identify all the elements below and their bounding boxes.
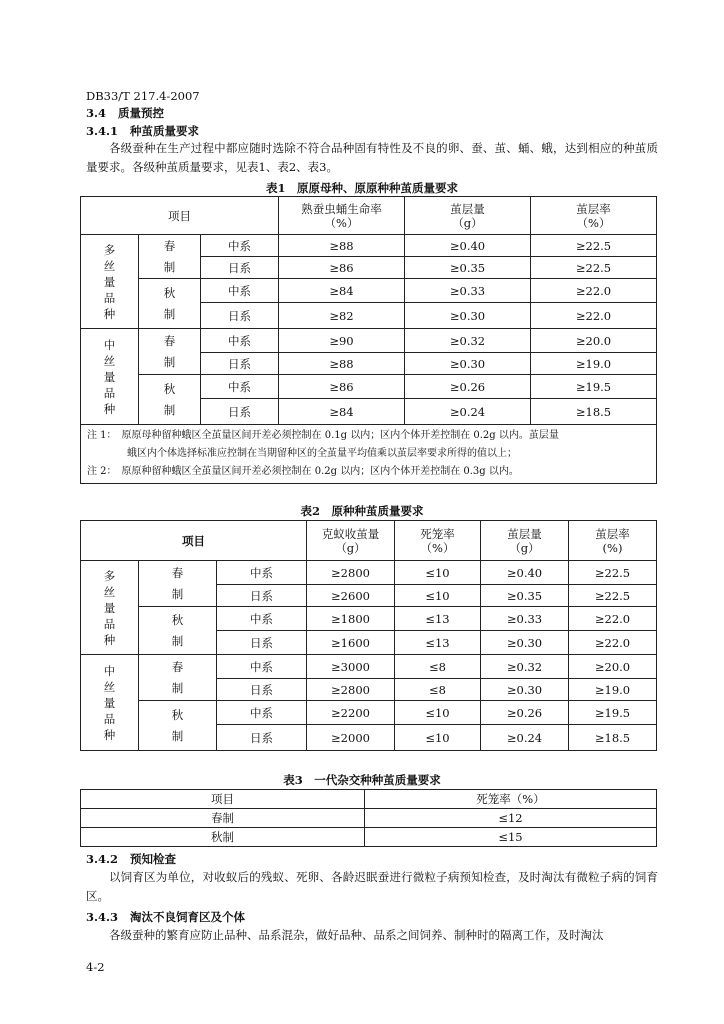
line-zh: 中系 [217,561,307,585]
group-multi-silk: 多 丝 量 品 种 [81,235,139,329]
line-ri: 日系 [217,631,307,655]
cell: ≥18.5 [531,399,657,425]
cell: ≥18.5 [569,725,657,751]
cell: ≥1800 [307,607,395,631]
heading-title: 预知检查 [130,852,177,866]
heading-title: 质量预控 [118,106,165,120]
heading-3-4-1 [86,123,199,139]
cell: ≥0.40 [405,235,531,257]
cell: ≥20.0 [531,329,657,353]
header-shell-weight: 茧层量 （g） [405,197,531,235]
cell: ≤12 [365,809,657,828]
cell: ≥22.5 [569,585,657,607]
cell: ≥2800 [307,679,395,701]
cell: ≥0.35 [405,257,531,279]
cell: ≥0.30 [481,631,569,655]
line-zh: 中系 [217,655,307,679]
cell: ≥0.30 [405,353,531,375]
table-row [81,607,657,631]
cell: ≥1600 [307,631,395,655]
line-zh: 中系 [217,701,307,725]
table-row [81,329,657,353]
table-row [81,809,657,828]
cell: ≤10 [395,585,481,607]
table2 [80,520,657,751]
page-number: 4-2 [86,960,105,974]
group-multi-silk: 多 丝 量 品 种 [81,561,139,655]
cell: ≥22.5 [531,257,657,279]
table-row [81,701,657,725]
cell: ≥0.33 [481,607,569,631]
cell: ≥0.32 [481,655,569,679]
table3 [80,789,657,847]
cell: ≥19.0 [569,679,657,701]
cell: ≥19.5 [531,375,657,399]
season-autumn: 秋 制 [139,279,201,329]
table1-caption: 表1 原原母种、原原种种茧质量要求 [266,181,458,195]
heading-3-4-3 [86,909,245,925]
group-medium-silk: 中 丝 量 品 种 [81,329,139,425]
line-ri: 日系 [201,303,279,329]
table-row [81,828,657,847]
cell: ≥19.5 [569,701,657,725]
cell: ≥0.26 [405,375,531,399]
header-pupa-death: 死笼率 （%） [395,521,481,561]
header-pupa-death: 死笼率（%） [365,790,657,809]
heading-title: 种茧质量要求 [130,124,200,138]
header-survival: 熟蚕虫蛹生命率 （%） [279,197,405,235]
cell: ≥0.26 [481,701,569,725]
season-autumn: 秋 制 [139,701,217,751]
line-zh: 中系 [201,235,279,257]
cell: ≥19.0 [531,353,657,375]
cell: ≥0.35 [481,585,569,607]
cell: ≥0.30 [481,679,569,701]
season-spring: 春 制 [139,329,201,375]
header-shell-weight: 茧层量 （g） [481,521,569,561]
cell: ≥2200 [307,701,395,725]
table1 [80,196,657,484]
table-row [81,235,657,257]
cell: ≥22.5 [569,561,657,585]
line-ri: 日系 [201,257,279,279]
cell: ≥3000 [307,655,395,679]
line-zh: 中系 [201,375,279,399]
table1-notes [81,425,657,484]
note-1: 注 1： 原原母种留种蛾区全茧量区间开差必须控制在 0.1g 以内；区内个体开差控制在 0.2g 以内。茧层量 [87,430,559,441]
cell: ≥2800 [307,561,395,585]
table1-header-row [81,197,657,235]
table2-header-row [81,521,657,561]
paragraph-elimination: 各级蚕种的繁育应防止品种、品系混杂，做好品种、品系之间饲养、制种时的隔离工作，及时淘汰 [109,928,604,942]
line-ri: 日系 [201,399,279,425]
cell: ≥88 [279,235,405,257]
cell: ≤13 [395,607,481,631]
cell: ≤10 [395,561,481,585]
cell: ≤8 [395,655,481,679]
header-item: 项目 [81,790,365,809]
paragraph-seed-cocoon: 各级蚕种在生产过程中都应随时选除不符合品种固有特性及不良的卵、蚕、茧、蛹、蛾，达到相应的种茧质量要求。各级种茧质量要求，见表1、表2、表3。 [86,141,658,174]
heading-title: 淘汰不良饲育区及个体 [130,910,246,924]
heading-number: 3.4.3 [86,910,119,924]
cell: ≥90 [279,329,405,353]
cell: ≤10 [395,725,481,751]
line-ri: 日系 [217,679,307,701]
cell: ≥88 [279,353,405,375]
heading-number: 3.4.1 [86,124,119,138]
header-yield: 克蚁收茧量 （g） [307,521,395,561]
note-1-cont: 蛾区内个体选择标准应控制在当期留种区的全茧量平均值乘以茧层率要求所得的值以上； [127,448,517,459]
cell: ≥22.0 [569,631,657,655]
season-autumn: 秋 制 [139,607,217,655]
cell: ≥22.0 [569,607,657,631]
header-shell-ratio: 茧层率 （%） [531,197,657,235]
cell: ≥22.0 [531,279,657,303]
table3-caption: 表3 一代杂交种种茧质量要求 [283,773,441,787]
line-ri: 日系 [217,725,307,751]
line-ri: 日系 [201,353,279,375]
heading-3-4-2 [86,851,176,867]
cell: ≥0.24 [405,399,531,425]
line-ri: 日系 [217,585,307,607]
table-row [81,375,657,399]
cell: ≥86 [279,257,405,279]
cell: ≥20.0 [569,655,657,679]
table3-header-row [81,790,657,809]
heading-number: 3.4 [86,106,107,120]
cell: ≤13 [395,631,481,655]
cell: ≤8 [395,679,481,701]
cell: ≥84 [279,279,405,303]
header-shell-ratio: 茧层率 (%) [569,521,657,561]
cell: ≥2600 [307,585,395,607]
cell: ≤15 [365,828,657,847]
season-spring: 春 制 [139,655,217,701]
group-medium-silk: 中 丝 量 品 种 [81,655,139,751]
cell: ≥2000 [307,725,395,751]
cell: ≥0.32 [405,329,531,353]
cell: ≤10 [395,701,481,725]
header-item: 项目 [81,521,307,561]
cell: ≥84 [279,399,405,425]
table2-caption: 表2 原种种茧质量要求 [300,504,424,518]
table1-notes-row [81,425,657,484]
cell: ≥0.24 [481,725,569,751]
cell: ≥86 [279,375,405,399]
cell: ≥0.40 [481,561,569,585]
header-item: 项目 [81,197,279,235]
doc-code: DB33/T 217.4-2007 [86,89,200,103]
cell: ≥22.0 [531,303,657,329]
cell: 秋制 [81,828,365,847]
cell: 春制 [81,809,365,828]
season-autumn: 秋 制 [139,375,201,425]
cell: ≥0.33 [405,279,531,303]
season-spring: 春 制 [139,561,217,607]
cell: ≥22.5 [531,235,657,257]
season-spring: 春 制 [139,235,201,279]
paragraph-pre-inspection: 以饲育区为单位，对收蚁后的残蚁、死卵、各龄迟眠蚕进行微粒子病预知检查，及时淘汰有微粒子病的饲育区。 [86,870,658,903]
line-zh: 中系 [217,607,307,631]
table-row [81,655,657,679]
heading-3-4 [86,105,164,121]
note-2: 注 2： 原原种留种蛾区全茧量区间开差必须控制在 0.2g 以内；区内个体开差控制在 0.3g 以内。 [87,466,519,477]
heading-number: 3.4.2 [86,852,119,866]
table-row [81,561,657,585]
line-zh: 中系 [201,329,279,353]
line-zh: 中系 [201,279,279,303]
table-row [81,279,657,303]
cell: ≥0.30 [405,303,531,329]
cell: ≥82 [279,303,405,329]
